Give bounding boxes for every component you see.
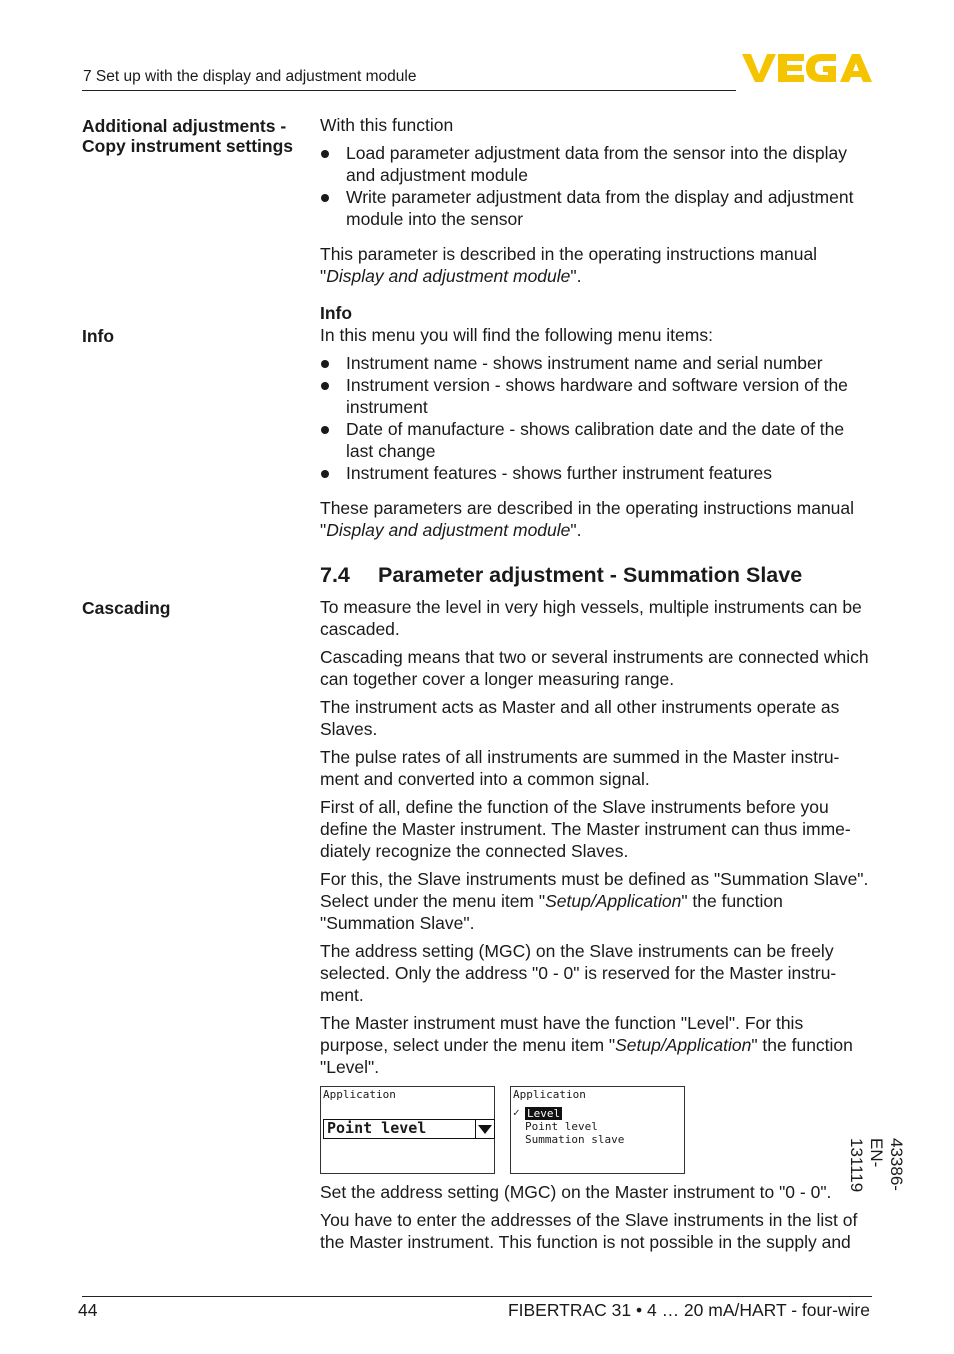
display-screen-left: Application Point level <box>320 1086 495 1174</box>
product-name: FIBERTRAC 31 • 4 … 20 mA/HART - four-wire <box>507 1300 870 1320</box>
check-icon: ✓ <box>513 1106 520 1119</box>
application-select[interactable]: Point level <box>323 1119 495 1139</box>
list-item: Date of manufacture - shows calibration date and the date of the last change <box>320 418 876 462</box>
running-header: 7 Set up with the display and adjustment module <box>83 68 417 85</box>
menu-item-summation-slave[interactable]: Summation slave <box>525 1133 625 1146</box>
header-rule <box>82 90 736 91</box>
menu-item-level[interactable]: Level <box>527 1107 561 1120</box>
info-note: These parameters are described in the operating instructions manual "Display and adjustment module". <box>320 498 855 540</box>
cascading-section-continued: Set the address setting (MGC) on the Master instrument to "0 - 0". You have to enter the addresses of the Slave instruments in the list of the Master instrument. This function is not possible in the supply and <box>320 1182 858 1252</box>
footer-rule <box>82 1296 872 1297</box>
list-item: Instrument features - shows further instrument features <box>320 462 876 484</box>
side-label-copy: Additional adjustments - Copy instrument settings <box>82 116 293 156</box>
display-screen-right: Application ✓ Level Point level Summation slave <box>510 1086 685 1174</box>
info-heading: Info <box>320 303 353 323</box>
side-label-cascading: Cascading <box>82 598 171 618</box>
dropdown-arrow-icon <box>475 1120 494 1138</box>
info-bullet-list <box>320 352 876 484</box>
menu-item-point-level[interactable]: Point level <box>525 1120 598 1133</box>
info-section: Info In this menu you will find the following menu items: Instrument name - shows instrument name and serial number Instrument version - shows hardware and software version of the instrument Date of manufacture - shows calibration date and the date of the last change Instrument features - shows further instrument features These parameters are described in the operating instructions manual "Display and adjustment module". <box>320 302 876 541</box>
list-item: Load parameter adjustment data from the sensor into the display and adjustment module <box>320 142 876 186</box>
side-label-info: Info <box>82 326 115 346</box>
copy-section: With this function Load parameter adjustment data from the sensor into the display and adjustment module Write parameter adjustment data from the display and adjustment module into the sensor This parameter is described in the operating instructions manual "Display and adjustment module". <box>320 114 876 287</box>
section-heading-7-4: 7.4 Parameter adjustment - Summation Slave <box>320 563 803 587</box>
page-number: 44 <box>78 1300 98 1320</box>
vega-logo <box>742 52 872 84</box>
document-id: 43386-EN-131119 <box>847 1138 906 1193</box>
cascading-section: To measure the level in very high vessels, multiple instruments can be cascaded. Cascading means that two or several instruments are connected which can together cover a longer measuring range. The instrument acts as Master and all other instruments operate as Slaves. The pulse rates of all instruments are summed in the Master instru-ment and converted into a common signal. First of all, define the function of the Slave instruments before you define the Master instrument. The Master instrument can thus imme-diately recognize the connected Slaves. For this, the Slave instruments must be defined as "Summation Slave". Select under the menu item "Setup/Application" the function "Summation Slave". The address setting (MGC) on the Slave instruments can be freely selected. Only the address "0 - 0" is reserved for the Master instru-ment. The Master instrument must have the function "Level". For this purpose, select under the menu item "Setup/Application" the function "Level". <box>320 597 869 1077</box>
list-item: Write parameter adjustment data from the display and adjustment module into the sensor <box>320 186 876 230</box>
copy-note: This parameter is described in the operating instructions manual "Display and adjustment module". <box>320 244 818 286</box>
copy-bullet-list <box>320 142 876 230</box>
list-item: Instrument name - shows instrument name and serial number <box>320 352 876 374</box>
list-item: Instrument version - shows hardware and software version of the instrument <box>320 374 876 418</box>
